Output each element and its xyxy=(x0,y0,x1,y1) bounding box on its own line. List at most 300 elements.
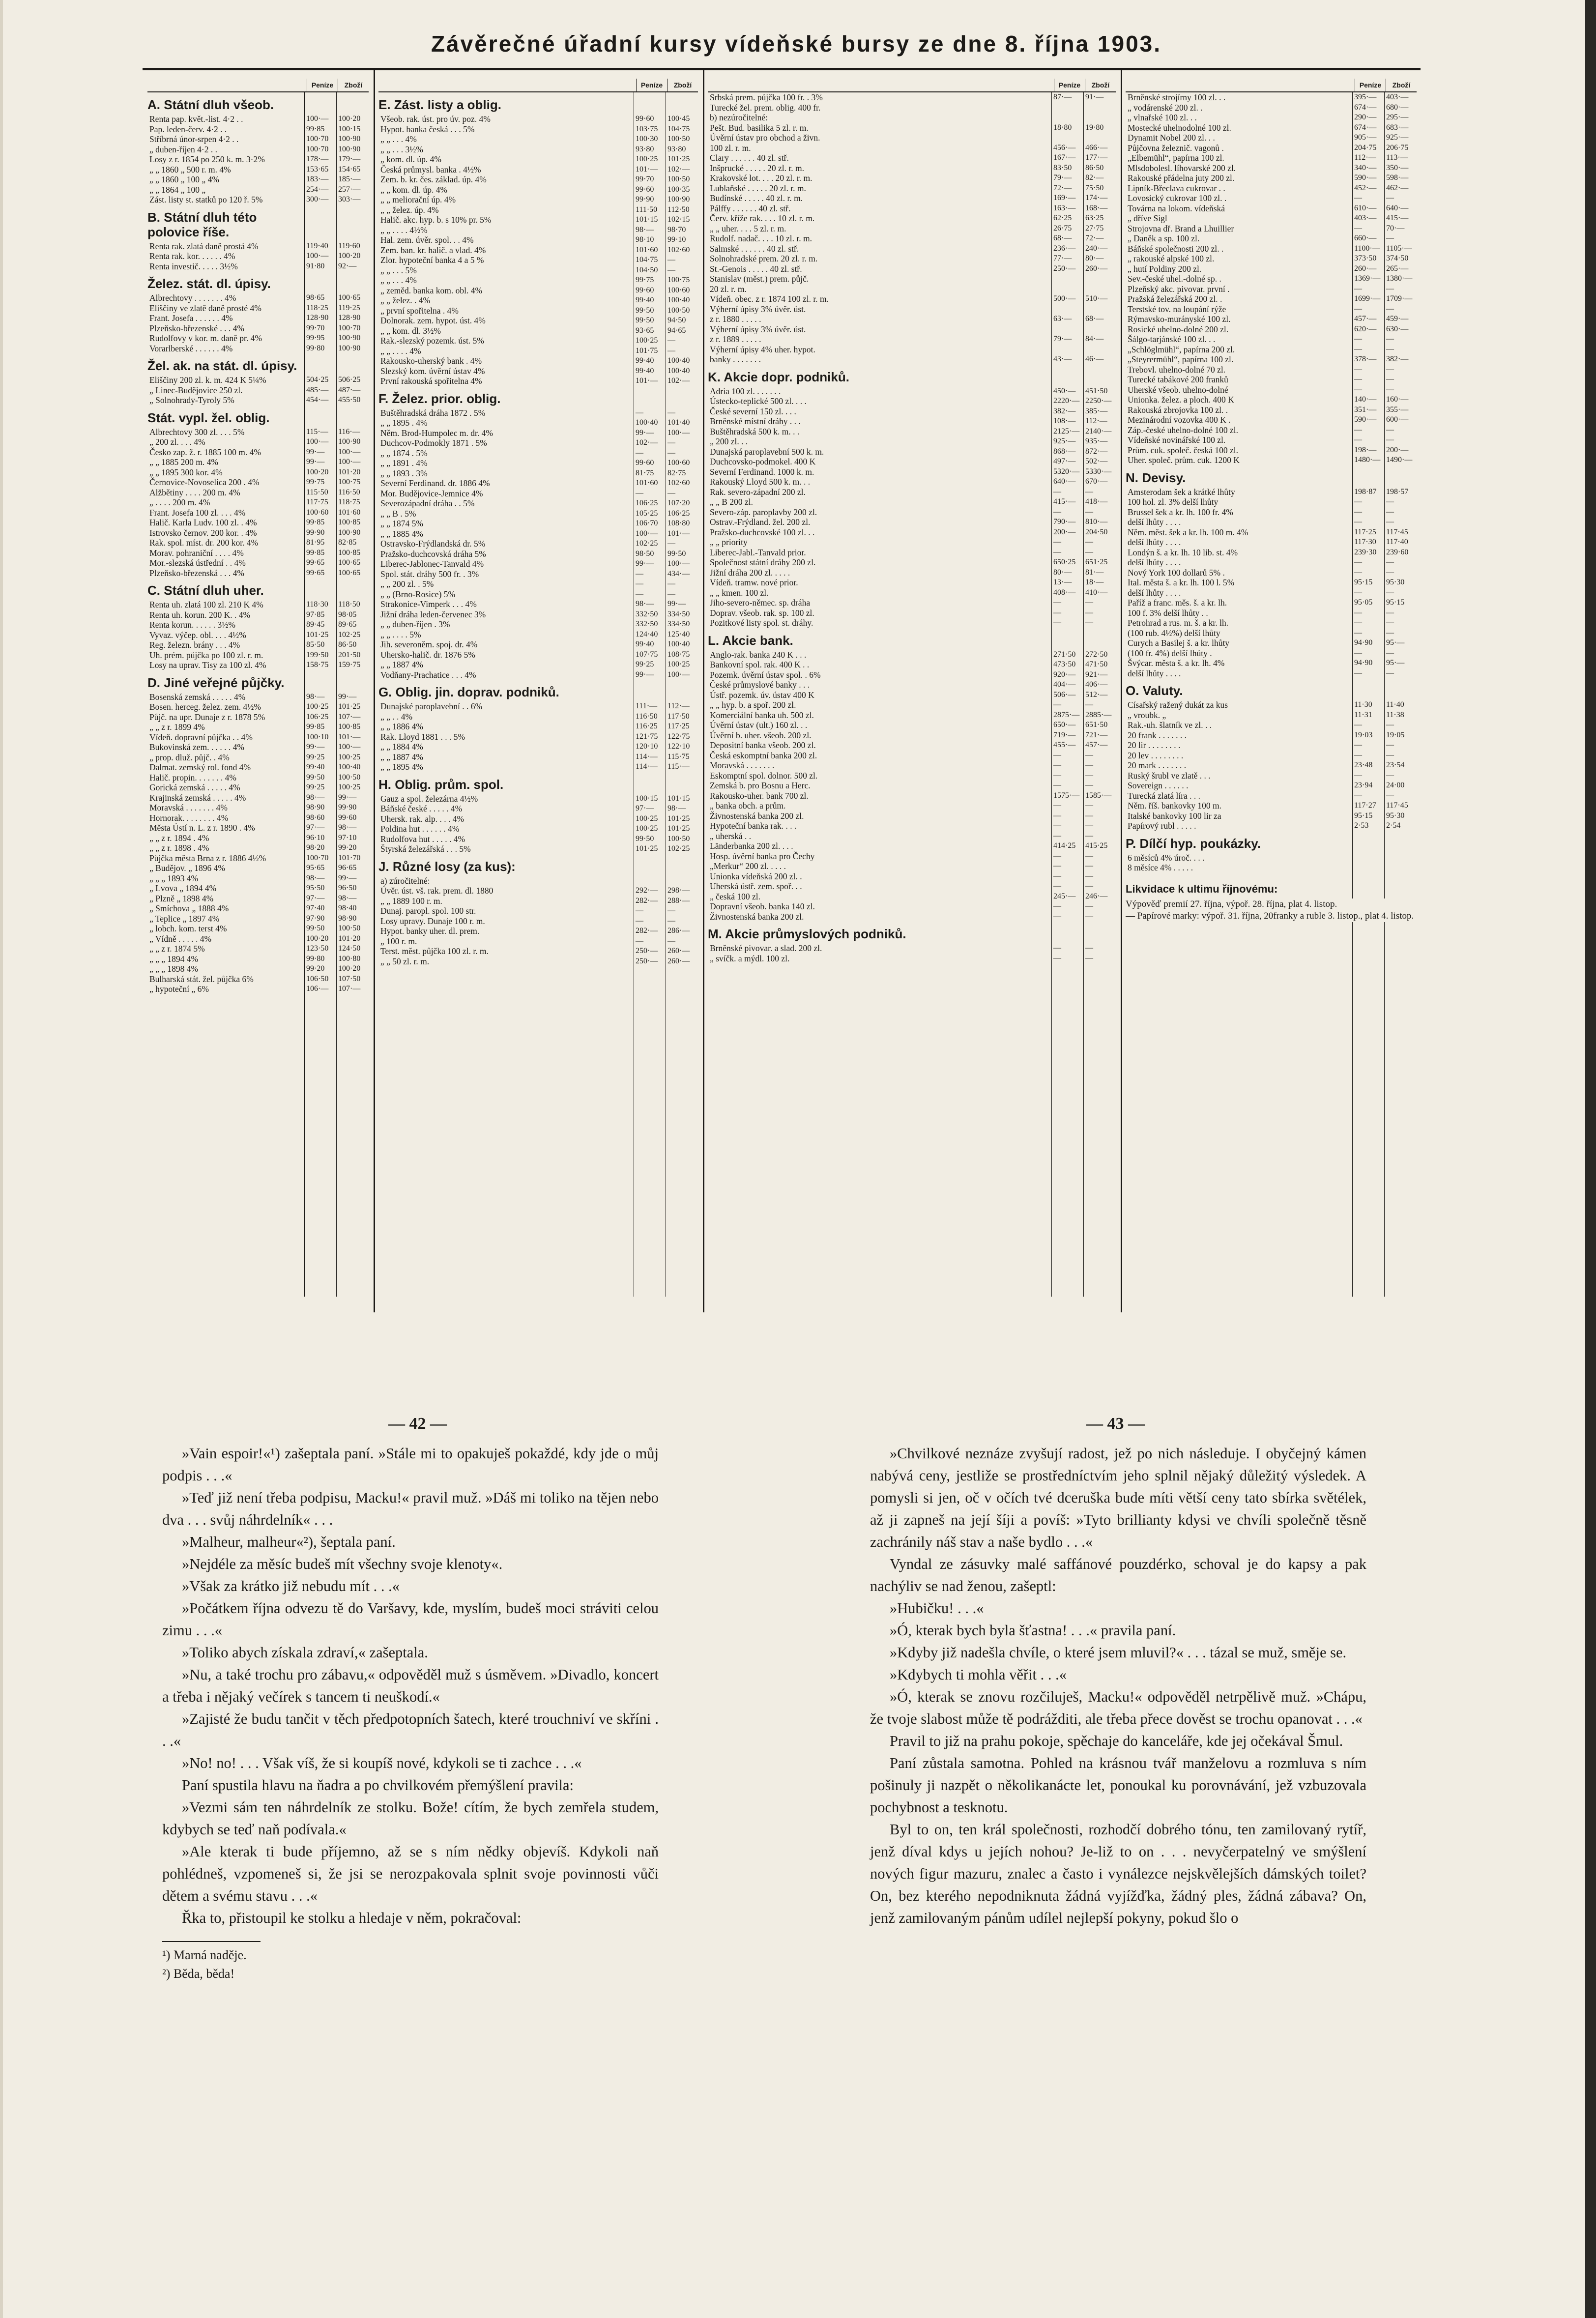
price-value: 99·— xyxy=(306,743,325,751)
price-value: 99·25 xyxy=(636,660,654,668)
price-value: 98·10 xyxy=(636,235,654,244)
price-value: 99·80 xyxy=(306,954,325,963)
price-value: 94·90 xyxy=(1354,659,1373,667)
security-name: Bukovinská zem. . . . . . 4% xyxy=(149,742,244,752)
offer-value xyxy=(1084,133,1116,143)
price-value: — xyxy=(1354,435,1362,444)
table-row xyxy=(1126,183,1417,194)
table-row xyxy=(147,323,369,334)
offer-value: — xyxy=(1386,648,1394,657)
security-name: „ „ z r. 1874 5% xyxy=(149,944,205,954)
security-name: Uhersk. rak. alp. . . . 4% xyxy=(380,813,464,824)
offer-value: 177·— xyxy=(1085,153,1108,162)
table-row xyxy=(378,660,698,670)
offer-value: 117·40 xyxy=(1386,538,1408,546)
offer-value xyxy=(1084,304,1116,315)
price-value: 100·20 xyxy=(306,934,329,943)
offer-value: 272·50 xyxy=(1085,650,1108,659)
security-name: Alžbětiny . . . . 200 m. 4% xyxy=(149,487,240,497)
offer-value: 89·65 xyxy=(338,620,357,629)
offer-value: 116·— xyxy=(338,427,360,436)
price-value: 905·— xyxy=(1354,133,1377,142)
price-value: 790·— xyxy=(1053,518,1076,526)
table-row xyxy=(708,811,1116,821)
table-row xyxy=(1126,658,1417,668)
table-column-3 xyxy=(708,79,1116,1307)
offer-value: 112·— xyxy=(1085,417,1107,425)
price-value xyxy=(1052,324,1084,335)
price-value: — xyxy=(1354,568,1362,577)
offer-value: 122·75 xyxy=(667,732,690,741)
security-name: Nový York 100 dollarů 5% . xyxy=(1128,567,1225,578)
offer-value: 100·70 xyxy=(338,323,361,332)
price-value: 99·65 xyxy=(306,558,325,567)
security-name: Severo-záp. paroplavby 200 zl. xyxy=(710,507,817,517)
price-value: 85·50 xyxy=(306,640,325,649)
table-row xyxy=(378,589,698,600)
offer-value: — xyxy=(1085,871,1093,880)
security-name: Rak.-uh. šlatník ve zl. . . xyxy=(1128,720,1212,730)
offer-value: 100·— xyxy=(667,670,690,679)
table-row xyxy=(1126,668,1417,679)
table-row xyxy=(378,428,698,438)
price-value: 640·— xyxy=(1053,477,1076,486)
security-name: Buštěhradská 500 k. m. . . xyxy=(710,426,800,436)
price-value: 118·30 xyxy=(306,600,328,608)
price-value: 200·— xyxy=(1053,527,1076,536)
table-row xyxy=(147,630,369,640)
security-name: Moravská . . . . . . . xyxy=(710,760,775,770)
price-value: — xyxy=(1053,954,1061,962)
security-name: Jiho-severo-němec. sp. dráha xyxy=(710,598,811,608)
offer-value: 100·85 xyxy=(338,723,361,731)
price-value: 98·65 xyxy=(306,293,325,302)
price-value: 11·30 xyxy=(1354,700,1372,709)
table-row xyxy=(147,344,369,354)
price-value: 610·— xyxy=(1354,203,1377,212)
table-row xyxy=(708,861,1116,871)
security-name: Švýcar. města š. a kr. lh. 4% xyxy=(1128,658,1225,668)
offer-value: — xyxy=(1386,304,1394,313)
table-row xyxy=(708,881,1116,892)
security-name: Zem. ban. kr. halič. a vlad. 4% xyxy=(380,245,486,255)
table-row xyxy=(378,255,698,265)
security-name: Jih. severoněm. spoj. dr. 4% xyxy=(380,639,478,649)
price-value xyxy=(1052,133,1084,143)
security-name: Gorická zemská . . . . . 4% xyxy=(149,782,240,792)
price-value: 99·25 xyxy=(306,753,325,761)
table-row xyxy=(708,294,1116,304)
security-name: Rakousko-uher. bank 700 zl. xyxy=(710,790,809,801)
security-name: Terst. měst. půjčka 100 zl. r. m. xyxy=(380,946,489,956)
price-value: 920·— xyxy=(1053,670,1076,679)
security-name: „ vroubk. „ xyxy=(1128,710,1166,720)
security-name: 20 lev . . . . . . . . xyxy=(1128,750,1184,760)
price-value: — xyxy=(636,580,643,588)
offer-value: — xyxy=(1085,882,1093,890)
security-name: Clary . . . . . . 40 zl. stř. xyxy=(710,153,789,163)
price-value: 11·31 xyxy=(1354,710,1372,719)
table-row xyxy=(708,618,1116,628)
offer-value: 99·50 xyxy=(667,549,686,558)
table-row xyxy=(378,145,698,155)
offer-value: — xyxy=(1386,345,1394,353)
price-value: 99·— xyxy=(636,670,654,679)
offer-value: 100·50 xyxy=(667,834,690,843)
table-row xyxy=(378,408,698,418)
security-name: Renta uh. zlatá 100 zl. 210 K 4% xyxy=(149,600,263,609)
table-header xyxy=(378,79,698,92)
table-row xyxy=(708,650,1116,660)
table-row xyxy=(147,437,369,447)
price-value: 99·75 xyxy=(636,276,654,284)
price-value: 81·75 xyxy=(636,468,654,477)
table-row xyxy=(1126,163,1417,174)
security-name: Česká eskomptní banka 200 zl. xyxy=(710,750,817,760)
security-name: „ „ 1887 4% xyxy=(380,660,423,669)
offer-value: 1585·— xyxy=(1085,791,1112,800)
offer-value: 921·— xyxy=(1085,670,1108,679)
table-row xyxy=(708,578,1116,588)
price-value: 99·— xyxy=(306,447,325,456)
title-rule xyxy=(143,68,1421,70)
liquidation-heading: Likvidace k ultimu říjnovému: xyxy=(1126,882,1278,895)
offer-value xyxy=(1084,274,1116,284)
security-name: delší lhůty . . . . xyxy=(1128,517,1181,527)
offer-value: 510·— xyxy=(1085,294,1108,303)
story-paragraph: »Kdyby již nadešla chvíle, o které jsem mluvil?« . . . tázal se muž, směje se. xyxy=(890,1644,1347,1661)
price-value: 456·— xyxy=(1053,143,1076,152)
security-name: Rudolfova hut . . . . . 4% xyxy=(380,834,465,844)
offer-value: — xyxy=(1386,751,1394,759)
price-header: Peníze xyxy=(307,79,338,91)
offer-value: 100·80 xyxy=(338,954,361,963)
offer-value: 403·— xyxy=(1386,93,1409,101)
security-name: Šálgo-tarjánské 100 zl. . . xyxy=(1128,334,1216,344)
table-row xyxy=(378,519,698,529)
offer-value: 872·— xyxy=(1085,447,1108,456)
table-row xyxy=(378,650,698,660)
table-row xyxy=(708,608,1116,618)
security-name: „ „ 1895 . 4% xyxy=(380,418,428,428)
price-value: 102·25 xyxy=(636,539,658,548)
offer-value: 600·— xyxy=(1386,415,1409,424)
table-row xyxy=(708,901,1116,912)
offer-value: 102·60 xyxy=(667,479,690,487)
offer-value: 350·— xyxy=(1386,163,1409,172)
security-name: Vídeň. obec. z r. 1874 100 zl. r. m. xyxy=(710,294,829,304)
table-row xyxy=(147,883,369,894)
security-name: „ Solnohrady-Tyroly 5% xyxy=(149,395,234,405)
offer-value: 117·45 xyxy=(1386,527,1408,536)
security-name: Londýn š. a kr. lh. 10 lib. st. 4% xyxy=(1128,547,1238,557)
offer-value: 502·— xyxy=(1085,457,1108,465)
price-value: 98·— xyxy=(636,600,654,608)
security-name: „ hutí Poldiny 200 zl. xyxy=(1128,263,1202,274)
security-name: „ „ z r. 1894 . 4% xyxy=(149,833,209,843)
security-name: Turecké žel. prem. oblig. 400 fr. xyxy=(710,102,821,113)
table-row xyxy=(708,751,1116,761)
security-name: Vorarlberské . . . . . . 4% xyxy=(149,343,233,353)
table-row xyxy=(1126,710,1417,721)
price-value: 674·— xyxy=(1354,103,1377,112)
price-value: — xyxy=(1354,507,1362,516)
security-name: Česko zap. ž. r. 1885 100 m. 4% xyxy=(149,447,261,457)
price-value: 100·25 xyxy=(636,336,658,345)
price-value: 1575·— xyxy=(1053,791,1080,800)
table-row xyxy=(708,720,1116,730)
offer-value: 82·85 xyxy=(338,538,357,547)
offer-value: — xyxy=(1386,628,1394,637)
price-value: 97·85 xyxy=(306,610,325,619)
price-value: — xyxy=(1354,385,1362,394)
table-row xyxy=(1126,193,1417,203)
table-row xyxy=(378,762,698,772)
table-row xyxy=(147,145,369,155)
security-name: Italské bankovky 100 lir za xyxy=(1128,811,1221,821)
table-row xyxy=(147,853,369,864)
price-value: — xyxy=(1354,518,1362,526)
table-row xyxy=(708,680,1116,690)
offer-value: 19·80 xyxy=(1085,123,1104,132)
security-name: delší lhůty . . . . xyxy=(1128,537,1181,547)
table-row xyxy=(1126,324,1417,335)
offer-value: 96·65 xyxy=(338,864,357,872)
security-name: Bosen. herceg. želez. zem. 4½% xyxy=(149,702,261,712)
table-row xyxy=(378,609,698,620)
table-row xyxy=(378,205,698,215)
security-name: „ „ meliorační úp. 4% xyxy=(380,195,456,204)
table-row xyxy=(378,599,698,609)
price-value: 178·— xyxy=(306,155,329,163)
offer-value: 288·— xyxy=(667,896,690,905)
table-row xyxy=(708,660,1116,670)
table-row xyxy=(147,385,369,396)
security-name: Petrohrad a rus. m. š. a kr. lh. xyxy=(1128,618,1229,628)
offer-value: 98·— xyxy=(338,823,357,832)
story-paragraph: »Nejdéle za měsíc budeš mít všechny svoje klenoty«. xyxy=(182,1556,503,1572)
table-row xyxy=(378,946,698,956)
offer-value: 2140·— xyxy=(1085,427,1112,435)
table-row xyxy=(147,753,369,763)
price-value: 473·50 xyxy=(1053,660,1076,668)
offer-value: 406·— xyxy=(1085,680,1108,689)
offer-value: 100·40 xyxy=(667,356,690,365)
offer-value: 201·50 xyxy=(338,650,361,659)
section-heading: H. Oblig. prům. spol. xyxy=(378,777,504,792)
offer-value: 98·40 xyxy=(338,904,357,912)
offer-value: 257·— xyxy=(338,185,361,194)
offer-value: 2885·— xyxy=(1085,710,1112,719)
offer-value: — xyxy=(1085,751,1093,759)
security-name: Liberec-Jabl.-Tanvald prior. xyxy=(710,547,806,557)
table-row xyxy=(147,863,369,873)
price-value: 101·75 xyxy=(636,346,658,355)
table-row xyxy=(708,254,1116,264)
offer-value: 107·— xyxy=(338,712,361,721)
price-value: — xyxy=(1053,862,1061,870)
security-name: Renta korun. . . . . . 3½% xyxy=(149,620,235,630)
price-value: 98·— xyxy=(306,692,325,701)
security-name: Výherní úpisy 3% úvěr. úst. xyxy=(710,324,806,334)
table-row xyxy=(378,336,698,346)
offer-value: — xyxy=(667,256,675,264)
security-name: Zást. listy st. statků po 120 ř. 5% xyxy=(149,195,263,204)
price-value: 167·— xyxy=(1053,153,1076,162)
offer-value: 651·25 xyxy=(1085,558,1108,566)
offer-value xyxy=(1385,863,1417,873)
section-heading: N. Devisy. xyxy=(1126,470,1186,485)
security-name: Rak. Lloyd 1881 . . . 5% xyxy=(380,731,465,742)
security-name: Turecká zlatá líra . . . xyxy=(1128,790,1201,801)
table-row xyxy=(708,103,1116,113)
table-row xyxy=(708,831,1116,841)
offer-value: 100·40 xyxy=(338,763,361,771)
price-value: 455·— xyxy=(1053,741,1076,749)
table-row xyxy=(1126,730,1417,741)
security-name: Živnostenská banka 200 zl. xyxy=(710,911,804,922)
security-name: „ „ želez. . 4% xyxy=(380,295,431,305)
price-value: 101·— xyxy=(636,377,658,385)
price-value: — xyxy=(1053,882,1061,890)
table-row xyxy=(378,549,698,559)
price-value: 100·20 xyxy=(306,467,329,476)
offer-value: 82·— xyxy=(1085,174,1104,182)
offer-value: 100·60 xyxy=(667,459,690,467)
security-name: Sev.-české uhel.-dolné sp. . xyxy=(1128,274,1221,284)
table-row xyxy=(378,814,698,824)
table-row xyxy=(708,548,1116,558)
table-row xyxy=(1126,578,1417,588)
offer-value: 101·25 xyxy=(338,702,361,711)
price-value: 105·25 xyxy=(636,509,658,518)
price-value: 79·— xyxy=(1053,174,1072,182)
security-name: „ svíčk. a mýdl. 100 zl. xyxy=(710,953,790,963)
offer-value: 100·60 xyxy=(667,286,690,294)
table-row xyxy=(147,894,369,904)
security-name: Uherská ústř. zem. spoř. . . xyxy=(710,881,802,891)
security-name: Dolnorak. zem. hypot. úst. 4% xyxy=(380,316,486,325)
offer-value: 100·25 xyxy=(338,753,361,761)
table-row xyxy=(708,274,1116,284)
security-name: Dunajská paroplavební 500 k. m. xyxy=(710,446,824,457)
offer-value: — xyxy=(1386,668,1394,677)
price-value: — xyxy=(1354,365,1362,374)
price-value: 106·50 xyxy=(306,974,329,983)
table-row xyxy=(708,801,1116,811)
price-value: 408·— xyxy=(1053,588,1076,597)
price-value: 198·— xyxy=(1354,445,1377,454)
offer-value: 99·— xyxy=(338,793,357,802)
table-row xyxy=(708,851,1116,862)
table-row xyxy=(147,497,369,508)
price-value: 1699·— xyxy=(1354,294,1381,303)
offer-value: 382·— xyxy=(1386,355,1409,363)
offer-value: 434·— xyxy=(667,569,690,578)
table-row xyxy=(1126,153,1417,163)
offer-value: — xyxy=(667,936,675,945)
page-number-right: — 43 — xyxy=(1086,1415,1145,1433)
price-value xyxy=(1052,304,1084,315)
price-value: — xyxy=(1354,375,1362,383)
table-row xyxy=(1126,801,1417,811)
table-row xyxy=(708,143,1116,153)
security-name: „ uherská . . xyxy=(710,831,752,841)
offer-value: — xyxy=(667,336,675,345)
security-name: České severní 150 zl. . . . xyxy=(710,406,796,416)
price-value: 116·50 xyxy=(636,712,658,721)
table-row xyxy=(1126,103,1417,113)
price-value: 106·— xyxy=(306,985,329,993)
security-name: Lovosický cukrovar 100 zl. . xyxy=(1128,193,1227,203)
table-row xyxy=(708,588,1116,598)
table-row xyxy=(147,914,369,924)
table-row xyxy=(378,185,698,195)
table-row xyxy=(147,873,369,884)
price-value: 99·70 xyxy=(306,323,325,332)
security-name: Uh. prém. půjčka po 100 zl. r. m. xyxy=(149,650,263,660)
price-value: 118·25 xyxy=(306,303,328,312)
security-name: Anglo-rak. banka 240 K . . . xyxy=(710,649,807,660)
security-name: Renta uh. korun. 200 K. . 4% xyxy=(149,609,251,620)
security-name: „ banka obch. a prům. xyxy=(710,801,786,811)
table-row xyxy=(147,447,369,458)
offer-value: — xyxy=(1085,608,1093,617)
price-value: — xyxy=(1354,345,1362,353)
price-value: 450·— xyxy=(1053,386,1076,395)
table-row xyxy=(708,345,1116,355)
offer-value: 100·75 xyxy=(338,478,361,486)
offer-value: 810·— xyxy=(1085,518,1108,526)
price-value: 2875·— xyxy=(1053,710,1080,719)
price-value: 80·— xyxy=(1053,568,1072,577)
table-row xyxy=(378,195,698,205)
price-value: 99·65 xyxy=(306,568,325,577)
price-value: 99·40 xyxy=(636,640,654,648)
security-name: „ zeměd. banka kom. obl. 4% xyxy=(380,285,483,295)
security-name: Hosp. úvěrní banka pro Čechy xyxy=(710,851,815,861)
offer-value: — xyxy=(1085,761,1093,769)
table-row xyxy=(708,123,1116,133)
price-value: 382·— xyxy=(1053,406,1076,415)
price-value: 99·90 xyxy=(636,195,654,203)
story-paragraph: »No! no! . . . Však víš, že si koupíš nové, kdykoli se ti zachce . . .« xyxy=(182,1755,582,1771)
security-name: „ Smíchova „ 1888 4% xyxy=(149,903,229,913)
table-header-blank xyxy=(147,79,307,91)
security-name: Úvěrní ústav pro obchod a živn. xyxy=(710,133,820,143)
price-value: 100·30 xyxy=(636,135,658,143)
offer-value: 334·50 xyxy=(667,620,690,628)
price-value: — xyxy=(636,489,643,497)
security-name: 20 zl. r. m. xyxy=(710,284,747,294)
offer-value: 117·50 xyxy=(667,712,690,721)
table-row xyxy=(708,892,1116,902)
footnote: ²) Běda, běda! xyxy=(162,1967,235,1981)
table-row xyxy=(147,823,369,833)
offer-value: 100·65 xyxy=(338,293,361,302)
security-name: „ „ B 200 zl. xyxy=(710,497,753,507)
table-row xyxy=(1126,608,1417,618)
offer-value: 11·38 xyxy=(1386,710,1404,719)
security-name: Hypot. banky uher. dl. prem. xyxy=(380,926,480,936)
table-row xyxy=(1126,375,1417,385)
price-value: — xyxy=(1354,224,1362,232)
offer-value: 200·— xyxy=(1386,445,1409,454)
offer-value: 72·— xyxy=(1085,234,1104,242)
offer-value: 466·— xyxy=(1085,143,1108,152)
table-row xyxy=(378,376,698,386)
table-row xyxy=(147,813,369,823)
